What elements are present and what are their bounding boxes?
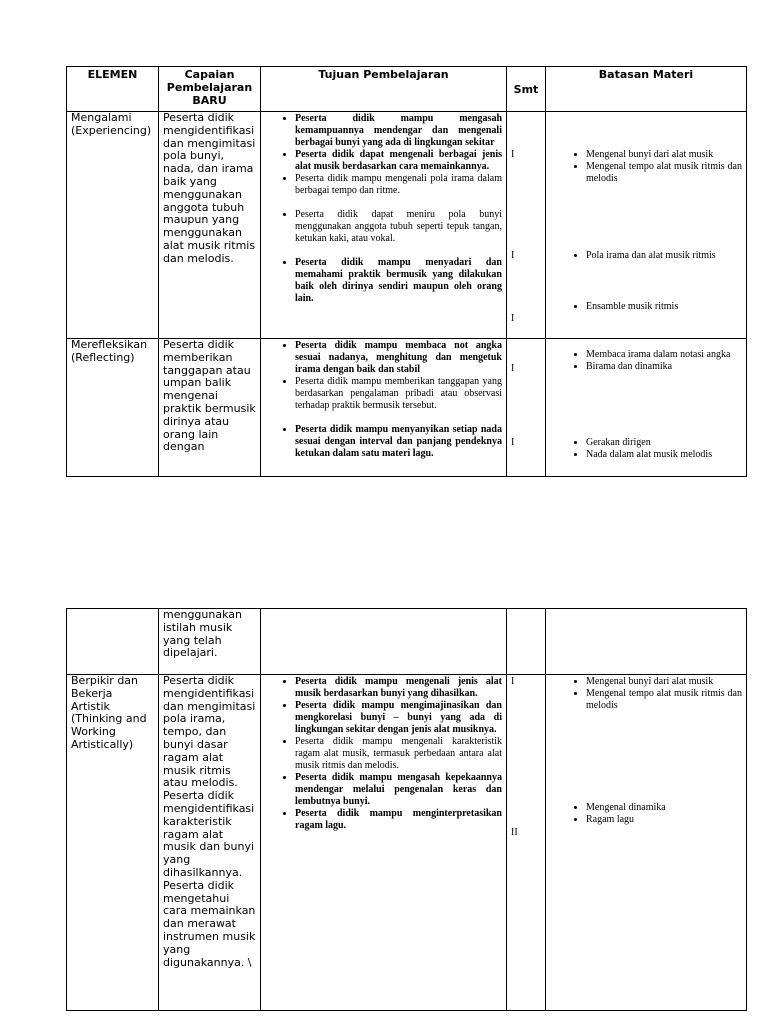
batasan-item: • Birama dan dinamika	[586, 361, 742, 373]
tujuan-item: • Peserta didik dapat meniru pola bunyi menggunakan anggota tubuh seperti tepuk tangan, ketukan kaki, atau vokal.	[295, 209, 502, 245]
batasan-item: • Gerakan dirigen	[586, 437, 742, 449]
batasan-cell	[546, 609, 747, 675]
table-row	[67, 675, 747, 1011]
curriculum-table-page-2	[66, 608, 747, 1011]
header-smt: Smt	[507, 67, 546, 112]
tujuan-item: • Peserta didik dapat mengenali berbagai jenis alat musik berdasarkan cara memainkannya.	[295, 149, 502, 173]
smt-cell	[507, 609, 546, 675]
smt-cell: I I	[507, 339, 546, 477]
table-row	[67, 339, 747, 477]
elemen-cell: Mengalami (Experiencing)	[67, 112, 159, 339]
batasan-cell	[546, 112, 747, 339]
batasan-item: • Mengenal bunyi dari alat musik	[586, 676, 742, 688]
batasan-item: • Pola irama dan alat musik ritmis	[586, 250, 742, 262]
table-row	[67, 609, 747, 675]
tujuan-item: • Peserta didik mampu memberikan tanggapan yang berdasarkan pengalaman pribadi atau observasi terhadap praktik bermusik tersebut.	[295, 376, 502, 412]
tujuan-item: • Peserta didik mampu mengenali jenis alat musik berdasarkan bunyi yang dihasilkan.	[295, 676, 502, 700]
elemen-cell	[67, 609, 159, 675]
header-capaian: Capaian Pembelajaran BARU	[159, 67, 261, 112]
elemen-cell: Berpikir dan Bekerja Artistik (Thinking and Working Artistically)	[67, 675, 159, 1011]
header-tujuan: Tujuan Pembelajaran	[261, 67, 507, 112]
tujuan-item: • Peserta didik mampu mengasah kemampuannya mendengar dan mengenali berbagai bunyi yang ada di lingkungan sekitar	[295, 113, 502, 149]
tujuan-cell	[261, 675, 507, 1011]
batasan-item: • Mengenal tempo alat musik ritmis dan melodis	[586, 161, 742, 185]
batasan-cell	[546, 339, 747, 477]
batasan-item: • Mengenal bunyi dari alat musik	[586, 149, 742, 161]
smt-cell: I II	[507, 675, 546, 1011]
smt-cell: I I I	[507, 112, 546, 339]
capaian-cell: menggunakan istilah musik yang telah dipelajari.	[159, 609, 261, 675]
tujuan-item: • Peserta didik mampu mengenali karakteristik ragam alat musik, termasuk perbedaan antara alat musik ritmis dan melodis.	[295, 736, 502, 772]
tujuan-cell	[261, 339, 507, 477]
tujuan-item: • Peserta didik mampu menginterpretasikan ragam lagu.	[295, 808, 502, 832]
table-row	[67, 112, 747, 339]
header-batasan: Batasan Materi	[546, 67, 747, 112]
tujuan-cell	[261, 609, 507, 675]
batasan-item: • Mengenal dinamika	[586, 802, 742, 814]
elemen-cell: Merefleksikan (Reflecting)	[67, 339, 159, 477]
tujuan-item: • Peserta didik mampu mengasah kepekaannya mendengar melalui pengenalan keras dan lembutnya bunyi.	[295, 772, 502, 808]
tujuan-item: • Peserta didik mampu mengenali pola irama dalam berbagai tempo dan ritme.	[295, 173, 502, 197]
tujuan-item: • Peserta didik mampu mengimajinasikan dan mengkorelasi bunyi – bunyi yang ada di lingkungan sekitar dengan jenis alat musiknya.	[295, 700, 502, 736]
curriculum-table-page-1	[66, 66, 747, 477]
header-row	[67, 67, 747, 112]
batasan-item: • Nada dalam alat musik melodis	[586, 449, 742, 461]
tujuan-cell	[261, 112, 507, 339]
capaian-cell: Peserta didik mengidentifikasi dan mengimitasi pola irama, tempo, dan bunyi dasar ragam alat musik ritmis atau melodis. Peserta didik mengidentifikasi karakteristik ragam alat musik dan bunyi yang dihasilkannya. Peserta didik mengetahui cara memainkan dan merawat instrumen musik yang digunakannya. \	[159, 675, 261, 1011]
capaian-cell: Peserta didik memberikan tanggapan atau umpan balik mengenai praktik bermusik dirinya atau orang lain dengan	[159, 339, 261, 477]
capaian-cell: Peserta didik mengidentifikasi dan mengimitasi pola bunyi, nada, dan irama baik yang menggunakan anggota tubuh maupun yang menggunakan alat musik ritmis dan melodis.	[159, 112, 261, 339]
tujuan-item: • Peserta didik mampu membaca not angka sesuai nadanya, menghitung dan mengetuk irama dengan baik dan stabil	[295, 340, 502, 376]
tujuan-item: • Peserta didik mampu menyadari dan memahami praktik bermusik yang dilakukan baik oleh dirinya sendiri maupun oleh orang lain.	[295, 257, 502, 305]
batasan-item: • Ensamble musik ritmis	[586, 301, 742, 313]
batasan-cell	[546, 675, 747, 1011]
batasan-item: • Ragam lagu	[586, 814, 742, 826]
tujuan-item: • Peserta didik mampu menyanyikan setiap nada sesuai dengan interval dan panjang pendeknya ketukan dalam satu materi lagu.	[295, 424, 502, 460]
header-elemen: ELEMEN	[67, 67, 159, 112]
batasan-item: • Membaca irama dalam notasi angka	[586, 349, 742, 361]
batasan-item: • Mengenal tempo alat musik ritmis dan melodis	[586, 688, 742, 712]
